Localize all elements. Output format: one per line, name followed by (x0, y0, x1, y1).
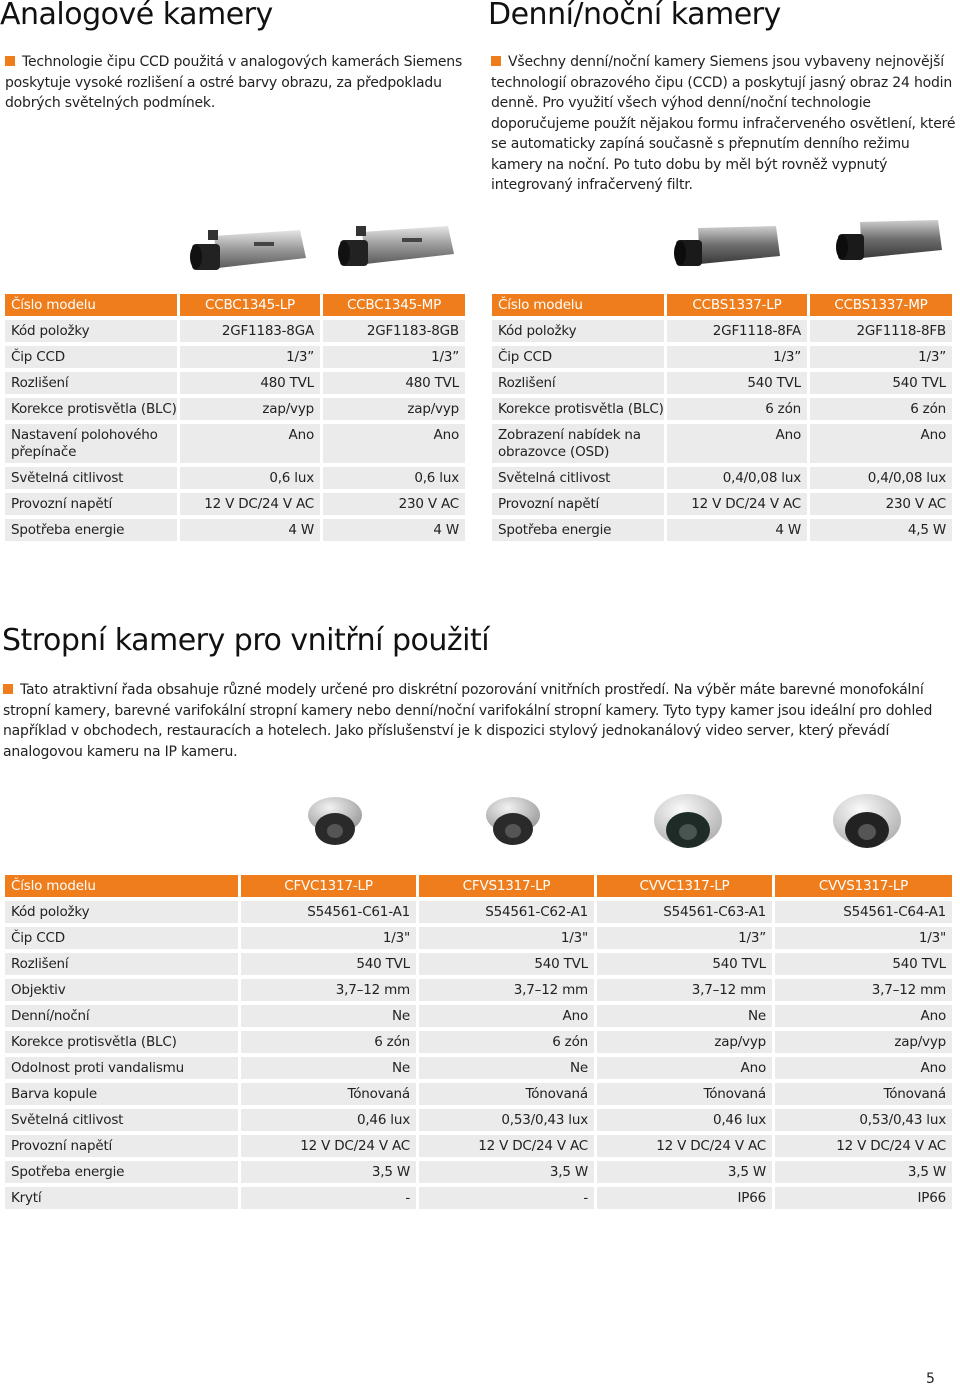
table-header-row (492, 294, 952, 316)
cell: 12 V DC/24 V AC (180, 493, 323, 515)
dome-camera-image (483, 793, 543, 853)
cell: 3,5 W (419, 1161, 597, 1183)
cell: 12 V DC/24 V AC (667, 493, 810, 515)
row-label: Odolnost proti vandalismu (5, 1057, 241, 1079)
bullet-icon (3, 684, 13, 694)
cell: S54561-C61-A1 (241, 901, 419, 923)
header-cell: Číslo modelu (5, 294, 180, 316)
bullet-icon (491, 56, 501, 66)
cell: S54561-C64-A1 (775, 901, 952, 923)
cell: Tónovaná (775, 1083, 952, 1105)
cell: 0,4/0,08 lux (810, 467, 952, 489)
table-row (5, 1109, 952, 1131)
row-label: Kód položky (5, 901, 241, 923)
table-row (492, 467, 952, 489)
cell: 540 TVL (597, 953, 775, 975)
cell: 4 W (180, 519, 323, 541)
table-row (492, 320, 952, 342)
table-header-row (5, 875, 952, 897)
cell: 0,46 lux (597, 1109, 775, 1131)
header-cell: CVVS1317-LP (775, 875, 952, 897)
cell: 1/3" (241, 927, 419, 949)
cell: Ne (419, 1057, 597, 1079)
table-row (5, 346, 465, 368)
header-cell: CVVC1317-LP (597, 875, 775, 897)
row-label: Korekce protisvětla (BLC) (5, 398, 180, 420)
row-label: Spotřeba energie (5, 1161, 241, 1183)
table-row (5, 1083, 952, 1105)
cell: Ne (241, 1057, 419, 1079)
cell: 6 zón (241, 1031, 419, 1053)
cell: 12 V DC/24 V AC (419, 1135, 597, 1157)
table-row (5, 901, 952, 923)
cell: 1/3” (597, 927, 775, 949)
cell: 3,7–12 mm (419, 979, 597, 1001)
cell: 1/3" (419, 927, 597, 949)
cell: 0,6 lux (180, 467, 323, 489)
table-row (492, 346, 952, 368)
cell: 2GF1118-8FB (810, 320, 952, 342)
cell: 2GF1183-8GA (180, 320, 323, 342)
cell: - (241, 1187, 419, 1209)
header-cell: CCBC1345-MP (323, 294, 465, 316)
cell: 2GF1118-8FA (667, 320, 810, 342)
header-cell: CFVS1317-LP (419, 875, 597, 897)
row-label: Kód položky (492, 320, 667, 342)
cell: 0,53/0,43 lux (775, 1109, 952, 1131)
daynight-camera-image (672, 222, 782, 274)
row-label: Čip CCD (5, 346, 180, 368)
row-label: Rozlišení (5, 372, 180, 394)
table-row (492, 493, 952, 515)
cell: 3,5 W (775, 1161, 952, 1183)
cell: zap/vyp (323, 398, 465, 420)
cell: 540 TVL (775, 953, 952, 975)
table-row (5, 1161, 952, 1183)
table-row (5, 467, 465, 489)
cell: 0,6 lux (323, 467, 465, 489)
table-row (5, 519, 465, 541)
header-cell: Číslo modelu (492, 294, 667, 316)
row-label: Provozní napětí (5, 493, 180, 515)
cell: S54561-C62-A1 (419, 901, 597, 923)
table-row (5, 927, 952, 949)
cell: IP66 (597, 1187, 775, 1209)
row-label: Krytí (5, 1187, 241, 1209)
row-label: Zobrazení nabídek na obrazovce (OSD) (492, 424, 667, 463)
table-row (5, 493, 465, 515)
cell: Ano (775, 1005, 952, 1027)
page-number: 5 (926, 1371, 935, 1387)
cell: Ano (180, 424, 323, 463)
cell: Tónovaná (241, 1083, 419, 1105)
dome-intro: Tato atraktivní řada obsahuje různé modely určené pro diskrétní pozorování vnitřních prostředí. Na výběr máte barevné monofokální stropní kamery, barevné varifokální stropní kamery nebo denní/noční varifokální stropní kamery. Tyto typy kamer jsou ideální pro dohled například v obchodech, restauracích a hotelech. Jako příslušenství je k dispozici stylový jednokanálový video server, který převádí analogovou kameru na IP kameru. (3, 682, 933, 760)
cell: 0,46 lux (241, 1109, 419, 1131)
row-label: Čip CCD (492, 346, 667, 368)
cell: 6 zón (667, 398, 810, 420)
row-label: Čip CCD (5, 927, 241, 949)
box-camera-image (188, 228, 308, 278)
row-label: Rozlišení (492, 372, 667, 394)
header-cell: Číslo modelu (5, 875, 241, 897)
analog-intro: Technologie čipu CCD použitá v analogových kamerách Siemens poskytuje vysoké rozlišení a ostré barvy obrazu, za předpokladu dobrých světelných podmínek. (5, 54, 463, 111)
cell: 540 TVL (419, 953, 597, 975)
table-row (5, 320, 465, 342)
cell: Ano (419, 1005, 597, 1027)
cell: 1/3” (180, 346, 323, 368)
row-label: Denní/noční (5, 1005, 241, 1027)
row-label: Světelná citlivost (5, 1109, 241, 1131)
row-label: Spotřeba energie (492, 519, 667, 541)
daynight-camera-image (834, 216, 944, 268)
cell: - (419, 1187, 597, 1209)
dome-camera-image (830, 790, 904, 856)
cell: 1/3” (667, 346, 810, 368)
daynight-intro: Všechny denní/noční kamery Siemens jsou vybaveny nejnovější technologií obrazového čipu (CCD) a poskytují jasný obraz 24 hodin denně. Pro využití všech výhod denní/noční technologie doporučujeme použít nějakou formu infračerveného osvětlení, které se automaticky zapíná současně s přepnutím denního režimu kamery na noční. Po tuto dobu by měl být rovněž vypnutý integrovaný infračervený filtr. (491, 54, 956, 193)
cell: 230 V AC (323, 493, 465, 515)
cell: 3,7–12 mm (241, 979, 419, 1001)
row-label: Korekce protisvětla (BLC) (492, 398, 667, 420)
table-row (5, 1135, 952, 1157)
table-row (5, 1187, 952, 1209)
row-label: Světelná citlivost (492, 467, 667, 489)
cell: 0,4/0,08 lux (667, 467, 810, 489)
daynight-spec-table (492, 290, 952, 545)
daynight-title: Denní/noční kamery (488, 0, 781, 32)
cell: 3,5 W (597, 1161, 775, 1183)
cell: 12 V DC/24 V AC (241, 1135, 419, 1157)
table-row (5, 1005, 952, 1027)
cell: 230 V AC (810, 493, 952, 515)
dome-spec-table (5, 871, 952, 1213)
row-label: Rozlišení (5, 953, 241, 975)
bullet-icon (5, 56, 15, 66)
table-header-row (5, 294, 465, 316)
table-row (492, 424, 952, 463)
cell: 1/3” (810, 346, 952, 368)
header-cell: CFVC1317-LP (241, 875, 419, 897)
dome-camera-image (305, 793, 365, 853)
table-row (5, 1031, 952, 1053)
cell: Tónovaná (419, 1083, 597, 1105)
cell: 12 V DC/24 V AC (775, 1135, 952, 1157)
row-label: Spotřeba energie (5, 519, 180, 541)
cell: 540 TVL (810, 372, 952, 394)
box-camera-image (336, 224, 456, 274)
cell: 4 W (667, 519, 810, 541)
cell: Ano (323, 424, 465, 463)
table-row (492, 372, 952, 394)
cell: Ano (597, 1057, 775, 1079)
table-row (5, 953, 952, 975)
cell: 4 W (323, 519, 465, 541)
cell: Ano (667, 424, 810, 463)
cell: 6 zón (419, 1031, 597, 1053)
row-label: Korekce protisvětla (BLC) (5, 1031, 241, 1053)
cell: 1/3" (775, 927, 952, 949)
cell: 4,5 W (810, 519, 952, 541)
cell: Ano (810, 424, 952, 463)
cell: 12 V DC/24 V AC (597, 1135, 775, 1157)
table-row (5, 979, 952, 1001)
table-row (5, 372, 465, 394)
cell: 3,5 W (241, 1161, 419, 1183)
cell: Tónovaná (597, 1083, 775, 1105)
cell: 3,7–12 mm (597, 979, 775, 1001)
row-label: Světelná citlivost (5, 467, 180, 489)
table-row (5, 1057, 952, 1079)
cell: Ne (597, 1005, 775, 1027)
analog-title: Analogové kamery (0, 0, 273, 32)
table-row (5, 424, 465, 463)
header-cell: CCBS1337-LP (667, 294, 810, 316)
cell: zap/vyp (597, 1031, 775, 1053)
cell: 1/3” (323, 346, 465, 368)
row-label: Provozní napětí (5, 1135, 241, 1157)
cell: 3,7–12 mm (775, 979, 952, 1001)
row-label: Nastavení polohového přepínače (5, 424, 180, 463)
dome-camera-image (651, 790, 725, 856)
row-label: Objektiv (5, 979, 241, 1001)
cell: 2GF1183-8GB (323, 320, 465, 342)
cell: 480 TVL (180, 372, 323, 394)
cell: 6 zón (810, 398, 952, 420)
cell: zap/vyp (775, 1031, 952, 1053)
analog-spec-table (5, 290, 465, 545)
row-label: Barva kopule (5, 1083, 241, 1105)
table-row (492, 398, 952, 420)
cell: 540 TVL (241, 953, 419, 975)
table-row (5, 398, 465, 420)
row-label: Kód položky (5, 320, 180, 342)
row-label: Provozní napětí (492, 493, 667, 515)
cell: zap/vyp (180, 398, 323, 420)
cell: Ne (241, 1005, 419, 1027)
cell: 540 TVL (667, 372, 810, 394)
dome-title: Stropní kamery pro vnitřní použití (2, 623, 490, 658)
header-cell: CCBC1345-LP (180, 294, 323, 316)
cell: IP66 (775, 1187, 952, 1209)
cell: S54561-C63-A1 (597, 901, 775, 923)
header-cell: CCBS1337-MP (810, 294, 952, 316)
cell: 0,53/0,43 lux (419, 1109, 597, 1131)
table-row (492, 519, 952, 541)
cell: 480 TVL (323, 372, 465, 394)
cell: Ano (775, 1057, 952, 1079)
